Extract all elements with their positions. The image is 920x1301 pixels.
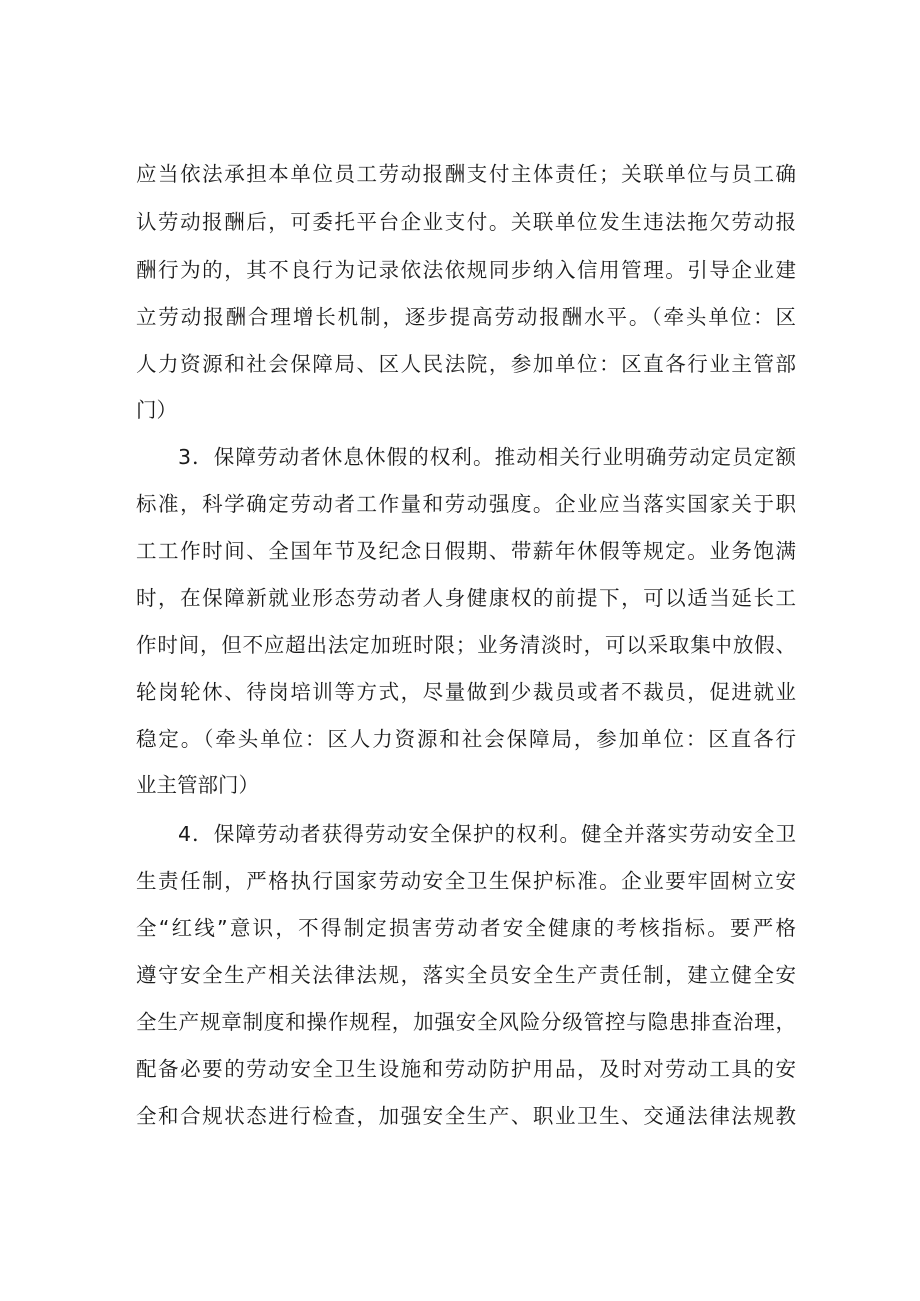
text-line: 全生产规章制度和操作规程，加强安全风险分级管控与隐患排查治理， <box>136 1010 796 1034</box>
text-line: 工工作时间、全国年节及纪念日假期、带薪年休假等规定。业务饱满 <box>136 539 796 563</box>
text-line: 全和合规状态进行检查，加强安全生产、职业卫生、交通法律法规教 <box>136 1104 796 1128</box>
text-line: 认劳动报酬后，可委托平台企业支付。关联单位发生违法拖欠劳动报 <box>136 210 796 234</box>
text-line: 酬行为的，其不良行为记录依法依规同步纳入信用管理。引导企业建 <box>136 258 796 282</box>
text-line: 稳定。（牵头单位：区人力资源和社会保障局，参加单位：区直各行 <box>136 727 796 751</box>
text-line: 生责任制，严格执行国家劳动安全卫生保护标准。企业要牢固树立安 <box>136 869 796 893</box>
text-line: 全“红线”意识，不得制定损害劳动者安全健康的考核指标。要严格 <box>136 916 796 940</box>
text-line: 时，在保障新就业形态劳动者人身健康权的前提下，可以适当延长工 <box>136 586 796 610</box>
text-line: 立劳动报酬合理增长机制，逐步提高劳动报酬水平。（牵头单位：区 <box>136 305 796 329</box>
text-line: 遵守安全生产相关法律法规，落实全员安全生产责任制，建立健全安 <box>136 963 796 987</box>
text-line: 3．保障劳动者休息休假的权利。推动相关行业明确劳动定员定额 <box>178 445 796 469</box>
text-line: 人力资源和社会保障局、区人民法院，参加单位：区直各行业主管部 <box>136 352 796 376</box>
text-line: 轮岗轮休、待岗培训等方式，尽量做到少裁员或者不裁员，促进就业 <box>136 680 796 704</box>
text-line: 作时间，但不应超出法定加班时限；业务清淡时，可以采取集中放假、 <box>136 633 796 657</box>
text-line: 标准，科学确定劳动者工作量和劳动强度。企业应当落实国家关于职 <box>136 492 796 516</box>
text-line: 门） <box>136 398 177 422</box>
text-line: 4．保障劳动者获得劳动安全保护的权利。健全并落实劳动安全卫 <box>178 822 796 846</box>
text-line: 业主管部门） <box>136 773 259 797</box>
text-line: 应当依法承担本单位员工劳动报酬支付主体责任；关联单位与员工确 <box>136 162 796 186</box>
text-line: 配备必要的劳动安全卫生设施和劳动防护用品，及时对劳动工具的安 <box>136 1057 796 1081</box>
